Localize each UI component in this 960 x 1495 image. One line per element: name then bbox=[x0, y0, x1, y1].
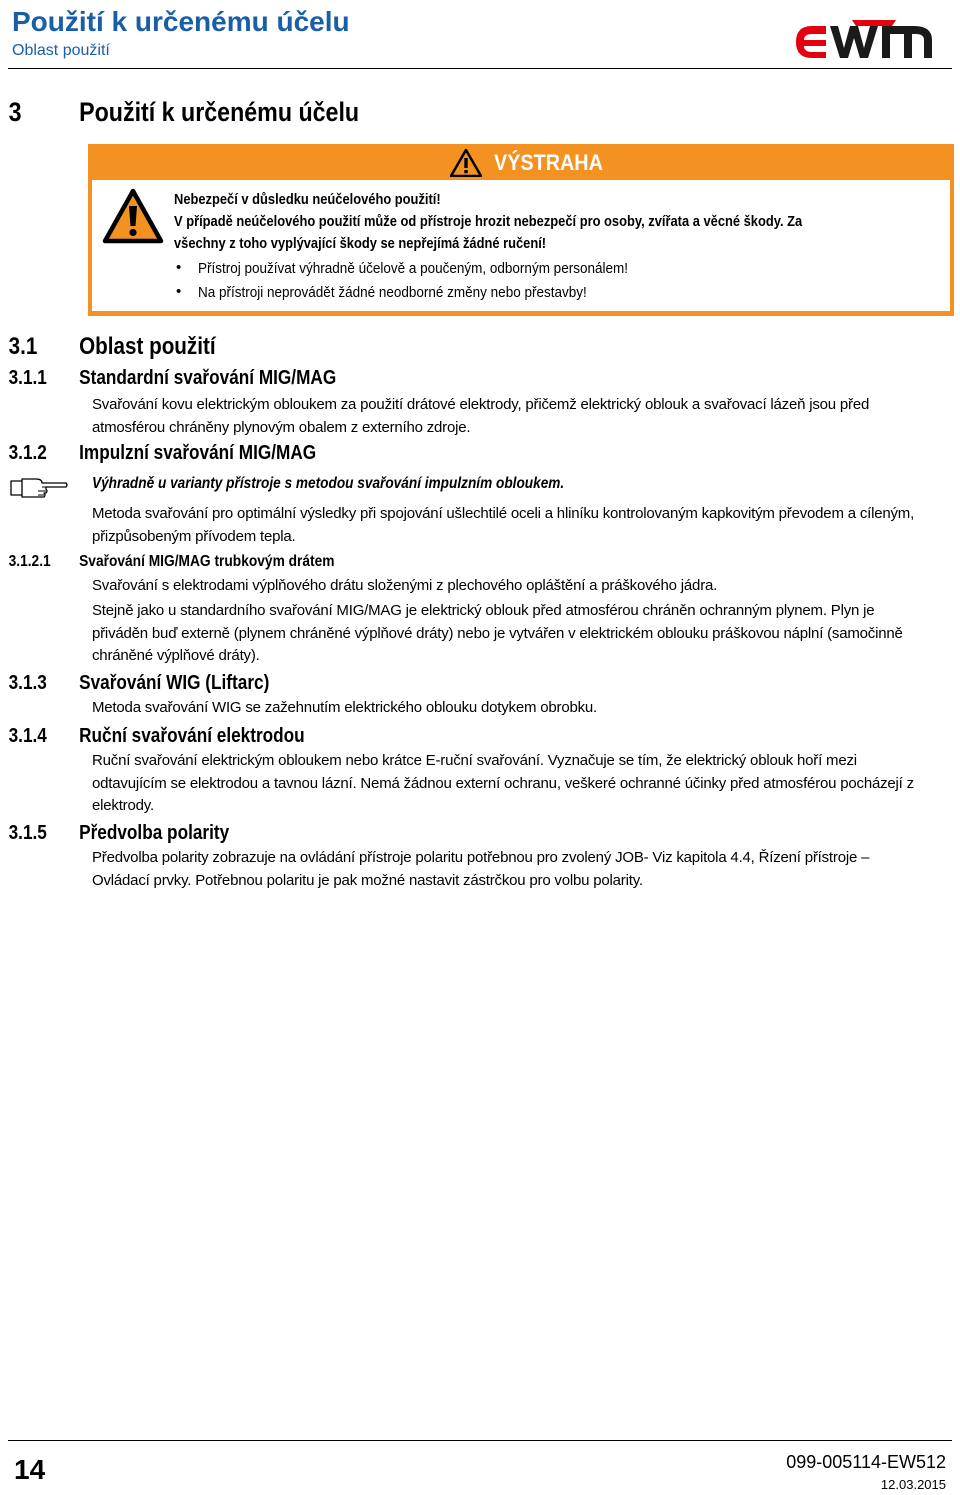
running-header-title: Použití k určenému účelu bbox=[12, 6, 350, 37]
text-line: atmosférou chráněny plynovým obalem z externího zdroje. bbox=[92, 418, 471, 436]
section-title: Svařování MIG/MAG trubkovým drátem bbox=[79, 553, 335, 570]
paragraph bbox=[92, 503, 942, 548]
paragraph bbox=[92, 847, 942, 892]
warning-header bbox=[88, 144, 954, 180]
paragraph bbox=[92, 750, 942, 818]
text-line: Stejně jako u standardního svařování MIG/MAG je elektrický oblouk před atmosférou chráněn ochranným plynem. Plyn je bbox=[92, 602, 875, 619]
section-number: 3.1.3 bbox=[8, 672, 47, 694]
warning-bullet: Přístroj používat výhradně účelově a poučeným, odborným personálem! bbox=[198, 260, 628, 277]
section-title: Ruční svařování elektrodou bbox=[79, 725, 305, 747]
warning-line: všechny z toho vyplývající škody se nepřejímá žádné ručení! bbox=[174, 235, 547, 252]
document-number: 099-005114-EW512 bbox=[786, 1452, 946, 1472]
text-line: elektrody. bbox=[92, 797, 154, 814]
section-title: Standardní svařování MIG/MAG bbox=[79, 367, 337, 389]
paragraph bbox=[92, 394, 942, 439]
section-title: Oblast použití bbox=[79, 333, 216, 360]
section-number: 3.1.4 bbox=[8, 725, 47, 747]
text-line: přizpůsobeným přívodem tepla. bbox=[92, 527, 296, 545]
warning-bullet: Na přístroji neprovádět žádné neodborné změny nebo přestavby! bbox=[198, 284, 587, 301]
warning-triangle-icon bbox=[450, 149, 482, 177]
text-line: přiváděn buď externě (plynem chráněné výplňové dráty) nebo je vytvářen v elektrickém oblouku práškovou náplní (samočinně bbox=[92, 624, 903, 642]
running-header-subtitle: Oblast použití bbox=[12, 42, 110, 59]
text-line: Ovládací prvky. Potřebnou polaritu je pak možné nastavit zástrčkou pro volbu polarity. bbox=[92, 871, 643, 889]
note-text: Výhradně u varianty přístroje s metodou svařování impulzním obloukem. bbox=[92, 475, 565, 492]
warning-line: V případě neúčelového použití může od přístroje hrozit nebezpečí pro osoby, zvířata a věcné škody. Za bbox=[174, 213, 803, 230]
pointing-hand-icon bbox=[8, 474, 68, 500]
section-number: 3.1.5 bbox=[8, 822, 47, 844]
text-line: Svařování kovu elektrickým obloukem za použití drátové elektrody, přičemž elektrický oblouk a svařovací lázeň jsou před bbox=[92, 396, 870, 413]
paragraph bbox=[92, 575, 942, 598]
section-title: Použití k určenému účelu bbox=[79, 97, 360, 127]
paragraph bbox=[92, 697, 942, 720]
footer-divider bbox=[8, 1440, 952, 1441]
logo-text: ewm bbox=[792, 12, 795, 13]
section-number: 3.1 bbox=[8, 333, 38, 360]
section-number: 3 bbox=[8, 97, 22, 127]
paragraph bbox=[92, 600, 942, 668]
ewm-logo bbox=[792, 12, 940, 64]
warning-box bbox=[88, 144, 954, 316]
text-line: Metoda svařování pro optimální výsledky při spojování ušlechtilé oceli a hliníku kontrolovaným kapkovitým převodem a cíleným, bbox=[92, 505, 915, 522]
warning-label: VÝSTRAHA bbox=[494, 150, 603, 175]
bullet-dot: • bbox=[176, 283, 182, 300]
text-line: Metoda svařování WIG se zažehnutím elektrického oblouku dotykem obrobku. bbox=[92, 699, 598, 716]
text-line: Svařování s elektrodami výplňového drátu složenými z plechového opláštění a práškového jádra. bbox=[92, 577, 718, 594]
warning-line: Nebezpečí v důsledku neúčelového použití! bbox=[174, 191, 441, 208]
bullet-dot: • bbox=[176, 259, 182, 276]
section-number: 3.1.1 bbox=[8, 367, 47, 389]
section-number: 3.1.2 bbox=[8, 442, 47, 464]
page-number: 14 bbox=[14, 1454, 46, 1485]
text-line: chráněné výplňové dráty). bbox=[92, 647, 260, 664]
text-line: Předvolba polarity zobrazuje na ovládání přístroje polaritu potřebnou pro zvolený JOB- Viz kapitola 4.4, Řízení přístroje – bbox=[92, 849, 870, 866]
section-title: Předvolba polarity bbox=[79, 822, 230, 844]
section-title: Impulzní svařování MIG/MAG bbox=[79, 442, 317, 464]
text-line: odtavujícím se elektrodou a tavnou lázní. Nemá žádnou externí ochranu, veškeré ochranné účinky před atmosférou pocházejí z bbox=[92, 774, 914, 792]
header-divider bbox=[8, 68, 952, 69]
text-line: Ruční svařování elektrickým obloukem nebo krátce E-ruční svařování. Vyznačuje se tím, že elektrický oblouk hoří mezi bbox=[92, 752, 857, 769]
warning-triangle-icon bbox=[102, 188, 164, 244]
section-number: 3.1.2.1 bbox=[8, 553, 51, 570]
warning-body bbox=[92, 180, 950, 311]
section-title: Svařování WIG (Liftarc) bbox=[79, 672, 270, 694]
document-date: 12.03.2015 bbox=[880, 1477, 946, 1492]
